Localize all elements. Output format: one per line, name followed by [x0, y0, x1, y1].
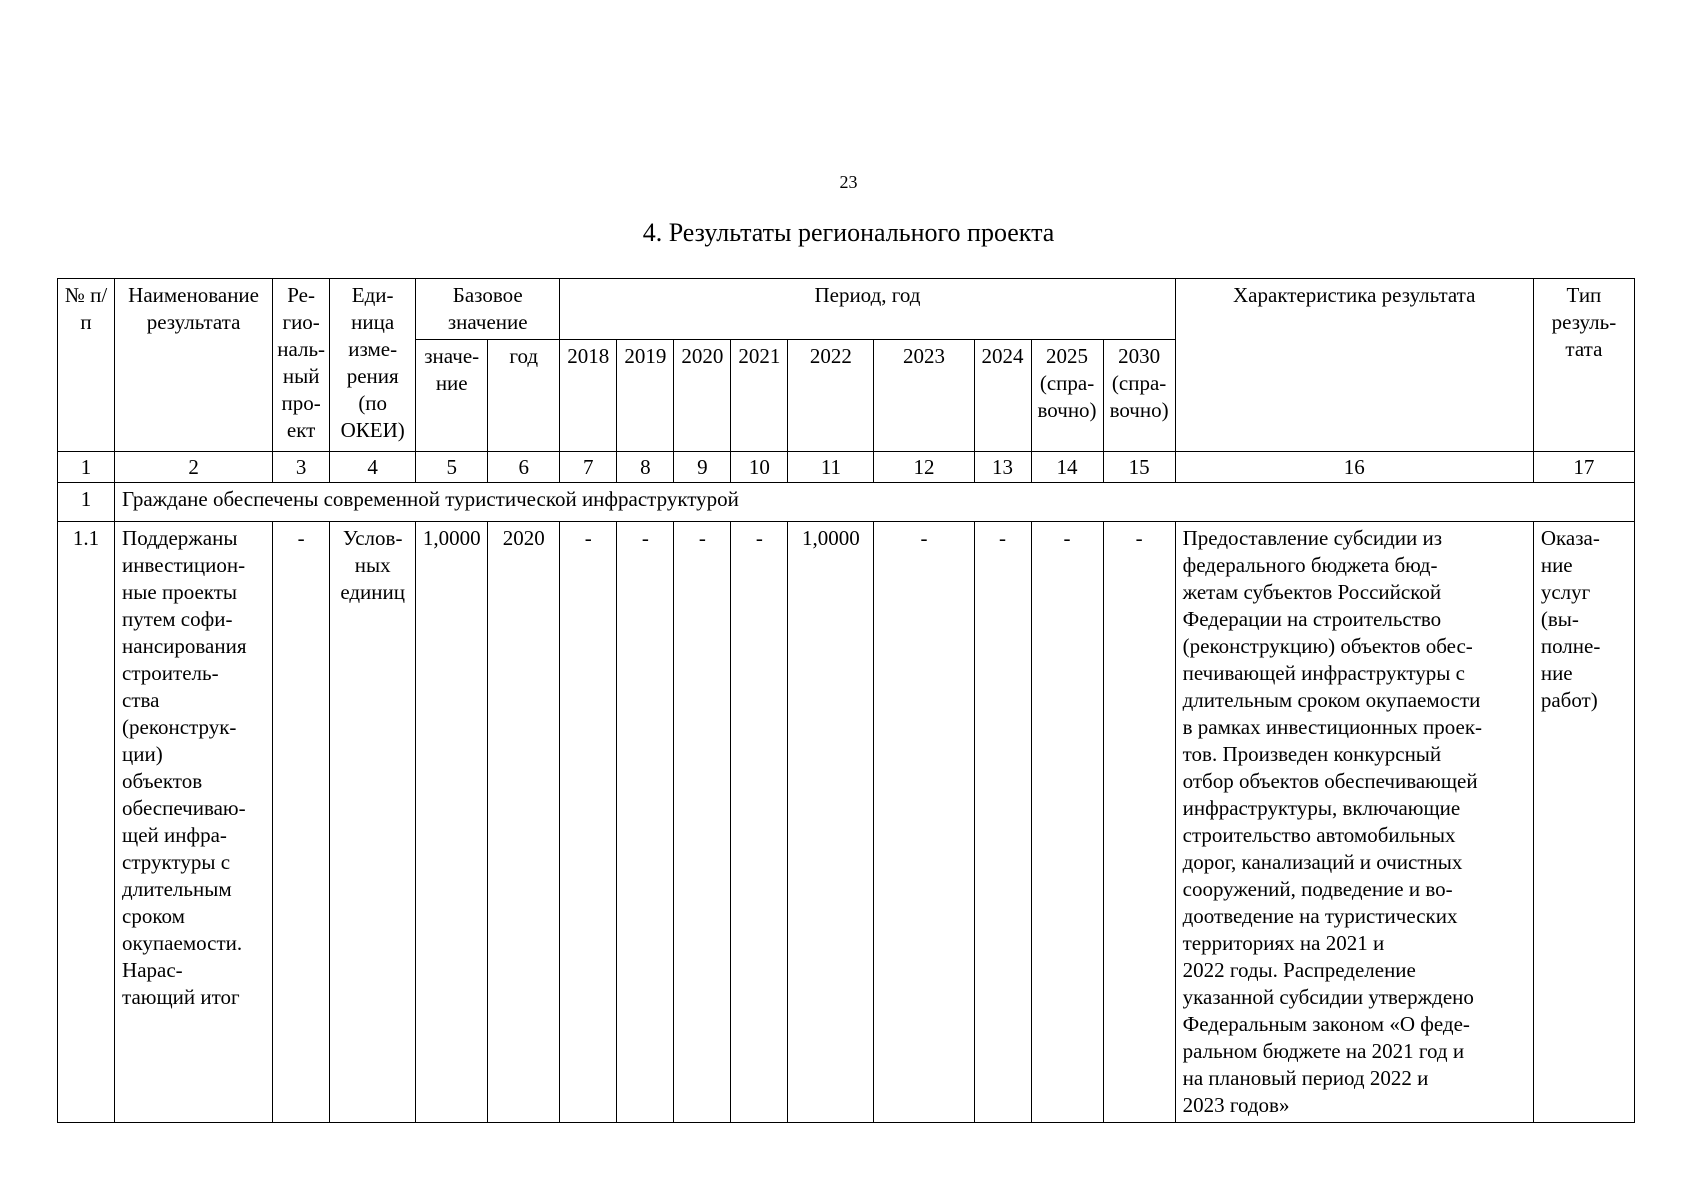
- header-year-2020: 2020: [674, 340, 731, 452]
- page-number: 23: [839, 172, 858, 192]
- row-type: Оказа- ние услуг (вы- полне- ние работ): [1533, 522, 1634, 1123]
- header-year-2022: 2022: [788, 340, 874, 452]
- header-year-2019: 2019: [617, 340, 674, 452]
- row-value-2019: -: [617, 522, 674, 1123]
- header-year-2023: 2023: [874, 340, 974, 452]
- row-value-2025: -: [1031, 522, 1103, 1123]
- header-year-2018: 2018: [560, 340, 617, 452]
- header-regional-project: Ре- гио- наль- ный про- ект: [273, 279, 330, 452]
- header-year-2021: 2021: [731, 340, 788, 452]
- row-base-year: 2020: [488, 522, 560, 1123]
- row-value-2024: -: [974, 522, 1031, 1123]
- column-number: 2: [115, 452, 273, 483]
- results-table: [57, 278, 1635, 1123]
- column-number: 7: [560, 452, 617, 483]
- row-unit: Услов- ных единиц: [330, 522, 416, 1123]
- column-number: 4: [330, 452, 416, 483]
- row-value-2022: 1,0000: [788, 522, 874, 1123]
- column-number: 6: [488, 452, 560, 483]
- row-base-value: 1,0000: [416, 522, 488, 1123]
- header-year-2030: 2030 (спра- вочно): [1103, 340, 1175, 452]
- column-number: 15: [1103, 452, 1175, 483]
- row-value-2021: -: [731, 522, 788, 1123]
- column-number: 5: [416, 452, 488, 483]
- row-name: Поддержаны инвестицион- ные проекты путем софи- нансирования строитель- ства (реконструк- ции) объектов обеспечиваю- щей инфра- структуры с длительным сроком окупаемости. Нарас- тающий итог: [115, 522, 273, 1123]
- row-value-2020: -: [674, 522, 731, 1123]
- header-row-1: [58, 279, 1635, 340]
- column-number: 17: [1533, 452, 1634, 483]
- header-unit: Еди- ница изме- рения (по ОКЕИ): [330, 279, 416, 452]
- row-value-2030: -: [1103, 522, 1175, 1123]
- column-number: 9: [674, 452, 731, 483]
- column-number: 12: [874, 452, 974, 483]
- column-number: 1: [58, 452, 115, 483]
- column-number: 10: [731, 452, 788, 483]
- header-characteristic: Характеристика результата: [1175, 279, 1533, 452]
- header-base: Базовое значение: [416, 279, 560, 340]
- column-number: 16: [1175, 452, 1533, 483]
- row-regional-project: -: [273, 522, 330, 1123]
- header-base-value: значе- ние: [416, 340, 488, 452]
- row-value-2023: -: [874, 522, 974, 1123]
- column-number: 13: [974, 452, 1031, 483]
- column-number: 14: [1031, 452, 1103, 483]
- header-base-year: год: [488, 340, 560, 452]
- header-name: Наименование результата: [115, 279, 273, 452]
- table-row: [58, 522, 1635, 1123]
- header-num: № п/п: [58, 279, 115, 452]
- section-text: Граждане обеспечены современной туристической инфраструктурой: [115, 483, 1635, 522]
- header-type: Тип резуль- тата: [1533, 279, 1634, 452]
- header-year-2025: 2025 (спра- вочно): [1031, 340, 1103, 452]
- row-characteristic: Предоставление субсидии из федерального бюджета бюд- жетам субъектов Российской Федерации на строительство (реконструкцию) объектов обес- печивающей инфраструктуры с длительным сроком окупаемости в рамках инвестиционных проек- тов. Произведен конкурсный отбор объектов обеспечивающей инфраструктуры, включающие строительство автомобильных дорог, канализаций и очистных сооружений, подведение и во- доотведение на туристических территориях на 2021 и 2022 годы. Распределение указанной субсидии утверждено Федеральным законом «О феде- ральном бюджете на 2021 год и на плановый период 2022 и 2023 годов»: [1175, 522, 1533, 1123]
- column-number: 11: [788, 452, 874, 483]
- column-numbers-row: [58, 452, 1635, 483]
- column-number: 8: [617, 452, 674, 483]
- row-num: 1.1: [58, 522, 115, 1123]
- row-value-2018: -: [560, 522, 617, 1123]
- section-row: [58, 483, 1635, 522]
- section-num: 1: [58, 483, 115, 522]
- header-year-2024: 2024: [974, 340, 1031, 452]
- section-title: 4. Результаты регионального проекта: [642, 218, 1055, 247]
- column-number: 3: [273, 452, 330, 483]
- header-period: Период, год: [560, 279, 1175, 340]
